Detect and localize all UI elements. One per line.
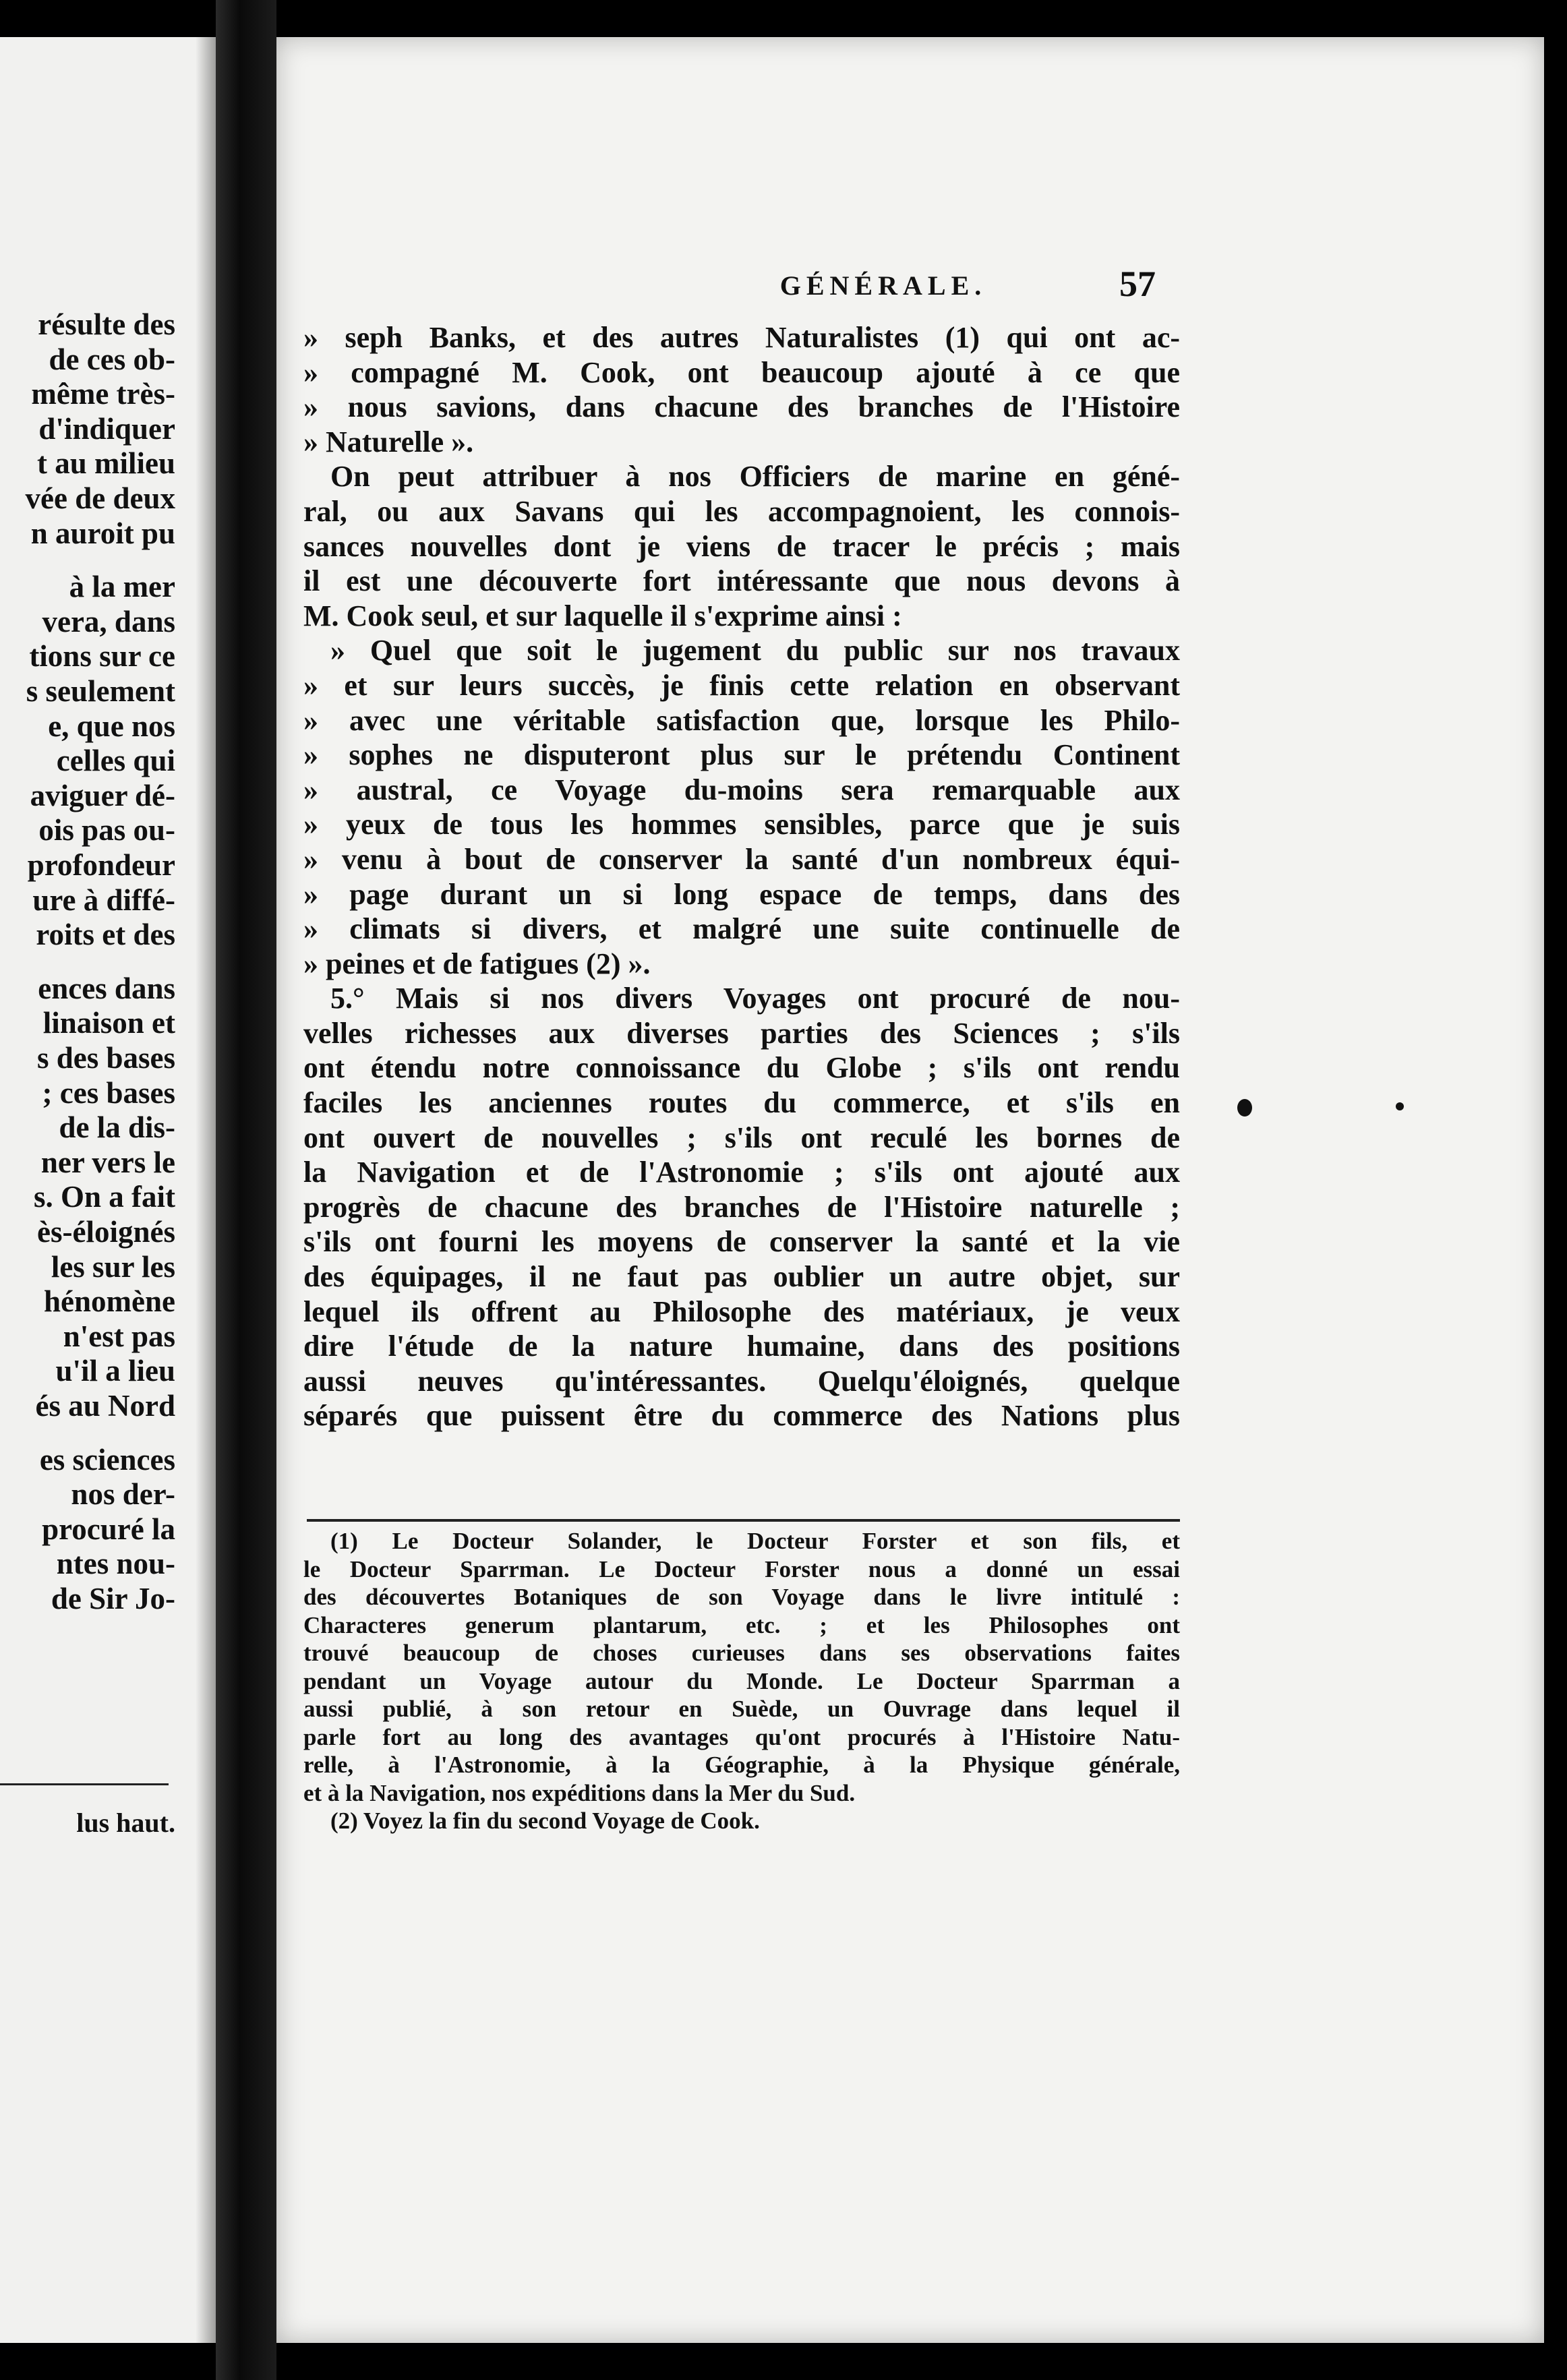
body-line: 5.° Mais si nos divers Voyages ont procuré de nou- (330, 982, 1180, 1015)
body-line: il est une découverte fort intéressante que nous devons à (303, 564, 1180, 598)
left-page-line: ; ces bases (42, 1075, 175, 1110)
left-page-line: de Sir Jo- (51, 1582, 175, 1615)
running-head: GÉNÉRALE. (779, 270, 987, 301)
left-page-line: roits et des (36, 918, 175, 952)
body-line: séparés que puissent être du commerce des Nations plus (303, 1399, 1180, 1433)
body-line: faciles les anciennes routes du commerce, et s'ils en (303, 1086, 1180, 1120)
footnote-line: Characteres generum plantarum, etc. ; et les Philosophes ont (303, 1611, 1180, 1638)
left-page-line: n auroit pu (30, 516, 175, 550)
book-gutter (216, 0, 276, 2380)
footnote-line: (1) Le Docteur Solander, le Docteur Forster et son fils, et (330, 1528, 1180, 1554)
body-line: dire l'étude de la nature humaine, dans des positions (303, 1330, 1180, 1363)
body-line: des équipages, il ne faut pas oublier un autre objet, sur (303, 1260, 1180, 1294)
left-page-line: d'indiquer (38, 411, 175, 446)
body-line: » austral, ce Voyage du-moins sera remarquable aux (303, 773, 1180, 806)
body-line: velles richesses aux diverses parties des Sciences ; s'ils (303, 1016, 1180, 1050)
left-page-rule (0, 1783, 169, 1785)
left-page-line: procuré la (42, 1512, 175, 1546)
body-line: ont ouvert de nouvelles ; s'ils ont reculé les bornes de (303, 1121, 1180, 1154)
body-line: » et sur leurs succès, je finis cette relation en observant (303, 668, 1180, 702)
footnote-line: des découvertes Botaniques de son Voyage dans le livre intitulé : (303, 1584, 1180, 1610)
footnote-line: parle fort au long des avantages qu'ont procurés à l'Histoire Natu- (303, 1723, 1180, 1750)
left-page-line: és au Nord (35, 1389, 175, 1423)
body-line: » venu à bout de conserver la santé d'un nombreux équi- (303, 842, 1180, 876)
left-page-line: à la mer (69, 570, 175, 604)
ink-spot (1396, 1102, 1404, 1110)
left-page-line: de la dis- (59, 1110, 175, 1145)
left-page-footnote: lus haut. (76, 1808, 175, 1838)
left-page-line: es sciences (39, 1442, 175, 1477)
left-page-line: e, que nos (48, 709, 175, 743)
footnote-line: relle, à l'Astronomie, à la Géographie, à la Physique générale, (303, 1752, 1180, 1778)
left-page-line: aviguer dé- (30, 778, 175, 812)
body-line: On peut attribuer à nos Officiers de marine en géné- (330, 460, 1180, 494)
left-page-line: s. On a fait (33, 1180, 175, 1214)
body-line: » peines et de fatigues (2) ». (303, 947, 651, 980)
footnotes (303, 1527, 1180, 1835)
body-line: lequel ils offrent au Philosophe des matériaux, je veux (303, 1295, 1180, 1328)
left-page-line: ois pas ou- (38, 813, 175, 847)
body-line: s'ils ont fourni les moyens de conserver la santé et la vie (303, 1225, 1180, 1259)
body-line: sances nouvelles dont je viens de tracer le précis ; mais (303, 529, 1180, 563)
left-page-line: vée de deux (25, 481, 175, 515)
footnote-line: et à la Navigation, nos expéditions dans la Mer du Sud. (303, 1779, 856, 1806)
body-line: » avec une véritable satisfaction que, lorsque les Philo- (303, 703, 1180, 737)
footnote-line: le Docteur Sparrman. Le Docteur Forster nous a donné un essai (303, 1555, 1180, 1582)
footnote-line: aussi publié, à son retour en Suède, un Ouvrage dans lequel il (303, 1696, 1180, 1722)
body-line: » compagné M. Cook, ont beaucoup ajouté à ce que (303, 355, 1180, 389)
left-page-line: ences dans (38, 971, 175, 1005)
body-line: » Quel que soit le jugement du public sur nos travaux (330, 634, 1180, 667)
left-page-line: même très- (31, 377, 175, 411)
body-line: ral, ou aux Savans qui les accompagnoient, les connois- (303, 494, 1180, 528)
body-line: » seph Banks, et des autres Naturalistes (1) qui ont ac- (303, 321, 1180, 354)
left-page-line: celles qui (56, 744, 175, 778)
left-page-line: tions sur ce (29, 639, 175, 674)
body-line: M. Cook seul, et sur laquelle il s'exprime ainsi : (303, 599, 902, 632)
left-page-line: les sur les (51, 1249, 175, 1284)
left-page-line: vera, dans (42, 604, 175, 638)
footnote-rule (307, 1519, 1180, 1522)
left-page-line: s seulement (26, 674, 175, 708)
left-page-line: ure à diffé- (32, 883, 175, 917)
left-page-line: s des bases (36, 1041, 175, 1075)
left-page-line: n'est pas (63, 1319, 175, 1353)
body-line: progrès de chacune des branches de l'Histoire naturelle ; (303, 1190, 1180, 1224)
previous-page-fragment (0, 37, 216, 2343)
body-line: » nous savions, dans chacune des branches de l'Histoire (303, 390, 1180, 424)
left-page-line: résulte des (38, 307, 175, 341)
left-page-line: ntes nou- (56, 1547, 175, 1581)
footnote-line: pendant un Voyage autour du Monde. Le Docteur Sparrman a (303, 1667, 1180, 1694)
body-line: » page durant un si long espace de temps, dans des (303, 877, 1180, 911)
page-number: 57 (1119, 264, 1156, 304)
body-line: » yeux de tous les hommes sensibles, parce que je suis (303, 808, 1180, 841)
body-line: » Naturelle ». (303, 425, 474, 458)
left-page-line: ner vers le (40, 1145, 175, 1179)
left-page-line: ès-éloignés (37, 1215, 175, 1249)
book-page (276, 37, 1544, 2343)
left-page-line: nos der- (71, 1477, 175, 1512)
body-line: la Navigation et de l'Astronomie ; s'ils ont ajouté aux (303, 1156, 1180, 1189)
left-page-line: u'il a lieu (55, 1354, 175, 1388)
footnote-line: trouvé beaucoup de choses curieuses dans ses observations faites (303, 1640, 1180, 1666)
body-line: aussi neuves qu'intéressantes. Quelqu'éloignés, quelque (303, 1364, 1180, 1398)
footnote-line: (2) Voyez la fin du second Voyage de Cook. (330, 1808, 760, 1834)
left-page-line: de ces ob- (49, 342, 175, 376)
left-page-line: linaison et (42, 1006, 175, 1040)
ink-spot (1237, 1099, 1252, 1117)
body-line: » sophes ne disputeront plus sur le prétendu Continent (303, 738, 1180, 772)
left-page-line: profondeur (27, 848, 175, 882)
body-text (303, 320, 1180, 1433)
body-line: » climats si divers, et malgré une suite continuelle de (303, 912, 1180, 946)
left-page-line: t au milieu (36, 446, 175, 481)
body-line: ont étendu notre connoissance du Globe ; s'ils ont rendu (303, 1051, 1180, 1085)
left-page-line: hénomène (44, 1284, 175, 1319)
